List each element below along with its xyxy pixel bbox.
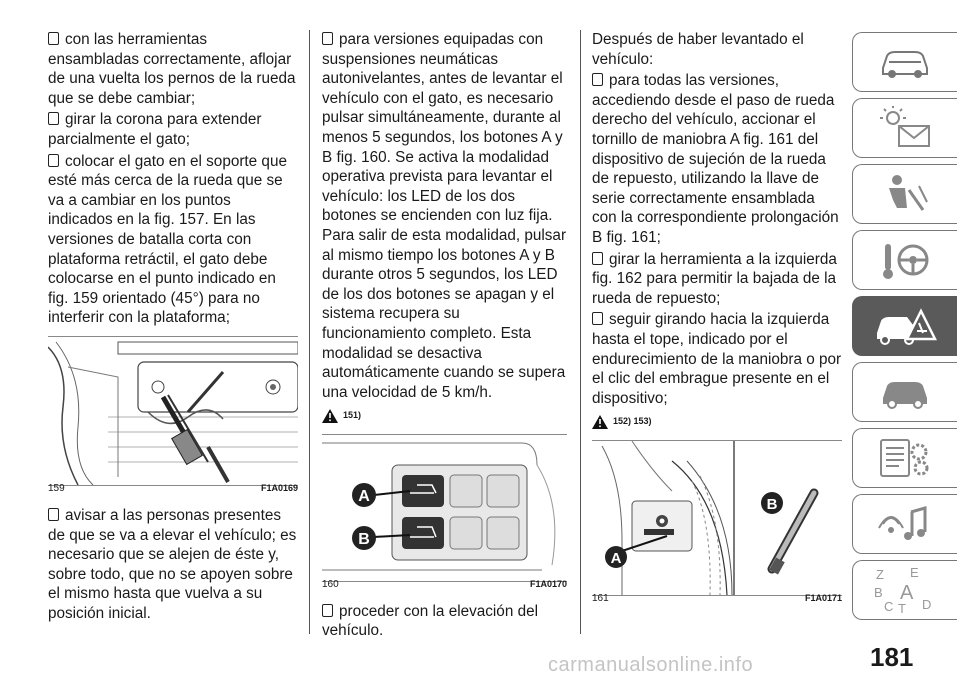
- alphabetical-index-icon: [870, 565, 940, 615]
- column-divider: [309, 30, 310, 634]
- warning-reference: [322, 406, 567, 426]
- intro-text: Después de haber levantado el vehículo:: [592, 31, 804, 68]
- figure-code: F1A0170: [529, 579, 567, 590]
- step-item: con las herramientas ensambladas correctamente, aflojar de una vuelta los pernos de la rueda que se debe cambiar;: [48, 30, 298, 108]
- index-letter: B: [874, 585, 883, 600]
- index-letter: Z: [876, 567, 884, 582]
- tab-starting[interactable]: [852, 230, 957, 290]
- chapter-tabs: [852, 32, 957, 626]
- step-item: colocar el gato en el soporte que esté más cerca de la rueda que se va a cambiar en los puntos indicados en la fig. 157. En las versiones de batalla corta con plataforma retráctil, el gato debe colocarse en el punto indicado en fig. 159 orientado (45°) para no interferir con la plataforma;: [48, 152, 298, 328]
- tab-index[interactable]: [852, 560, 957, 620]
- figure-number: 160: [322, 579, 339, 591]
- figure-159: [48, 336, 298, 495]
- tab-safety[interactable]: [852, 164, 957, 224]
- key-steering-wheel-icon: [875, 238, 935, 282]
- callout-b: B: [766, 495, 778, 513]
- multimedia-icon: [875, 502, 935, 546]
- column-3: [592, 30, 842, 605]
- index-letter: E: [910, 565, 919, 580]
- warning-reference: [592, 412, 842, 432]
- figure-code: F1A0171: [804, 593, 842, 604]
- step-item: para todas las versiones, accediendo desde el paso de rueda derecho del vehículo, accionar el tornillo de maniobra A fig. 161 del dispositivo de sujeción de la rueda de repuesto, utilizando la llave de serie correctamente ensamblada con la correspondiente prolongación B fig. 161;: [592, 71, 842, 247]
- tab-multimedia[interactable]: [852, 494, 957, 554]
- spare-wheel-tool-illustration: [592, 441, 842, 595]
- column-2: [322, 30, 567, 643]
- step-item: girar la corona para extender parcialmente el gato;: [48, 110, 298, 149]
- tab-emergency[interactable]: [852, 296, 957, 356]
- callout-a: A: [358, 487, 370, 505]
- index-letter: A: [900, 582, 914, 604]
- callout-b: B: [358, 530, 370, 548]
- tab-dashboard[interactable]: [852, 32, 957, 92]
- figure-number: 159: [48, 483, 65, 495]
- seat-safety-icon: [875, 172, 935, 216]
- jack-placement-illustration: [48, 337, 298, 485]
- index-letter: T: [898, 601, 906, 615]
- watermark: carmanualsonline.info: [548, 654, 754, 676]
- warning-refs: 152) 153): [613, 416, 652, 427]
- callout-a: A: [610, 549, 622, 567]
- tab-warning-lights[interactable]: [852, 98, 957, 158]
- figure-number: 161: [592, 593, 609, 605]
- figure-161: [592, 440, 842, 605]
- warning-icon: [322, 409, 338, 423]
- figure-160: [322, 434, 567, 591]
- car-dashboard-icon: [875, 42, 935, 82]
- warning-icon: [592, 415, 608, 429]
- figure-code: F1A0169: [260, 483, 298, 494]
- step-item: girar la herramienta a la izquierda fig. 162 para permitir la bajada de la rueda de repuesto;: [592, 250, 842, 309]
- tab-maintenance[interactable]: [852, 362, 957, 422]
- tab-technical-data[interactable]: [852, 428, 957, 488]
- suspension-buttons-illustration: [322, 435, 567, 581]
- technical-data-gears-icon: [875, 436, 935, 480]
- index-letter: D: [922, 597, 932, 612]
- warning-lights-message-icon: [875, 106, 935, 150]
- step-item: para versiones equipadas con suspensiones neumáticas autonivelantes, antes de levantar el vehículo con el gato, es necesario pulsar simultáneamente, durante al menos 5 segundos, los botones A y B fig. 160. Se activa la modalidad operativa prevista para levantar el vehículo: los LED de los dos botones se encienden con luz fija. Para salir de esta modalidad, pulsar al mismo tiempo los botones A y B durante otros 5 segundos, los LED de los dos botones se apagan y el sistema recupera su funcionamiento completo. Esta modalidad se desactiva automáticamente cuando se supera una velocidad de 5 km/h.: [322, 31, 567, 401]
- column-divider: [580, 30, 581, 634]
- page-number: 181: [870, 642, 914, 672]
- car-maintenance-icon: [875, 372, 935, 412]
- emergency-car-icon: [873, 303, 937, 349]
- step-item: seguir girando hacia la izquierda hasta el tope, indicado por el endurecimiento de la maniobra o por el clic del embrague presente en el dispositivo;: [592, 311, 842, 407]
- column-1: [48, 30, 298, 625]
- warning-refs: 151): [343, 410, 362, 421]
- step-item: proceder con la elevación del vehículo.: [322, 602, 567, 641]
- step-item: avisar a las personas presentes de que se va a elevar el vehículo; es necesario que se alejen de éste y, sobre todo, que no se apoyen sobre el mismo hasta que vuelva a su posición inicial.: [48, 506, 297, 622]
- index-letter: C: [884, 599, 894, 614]
